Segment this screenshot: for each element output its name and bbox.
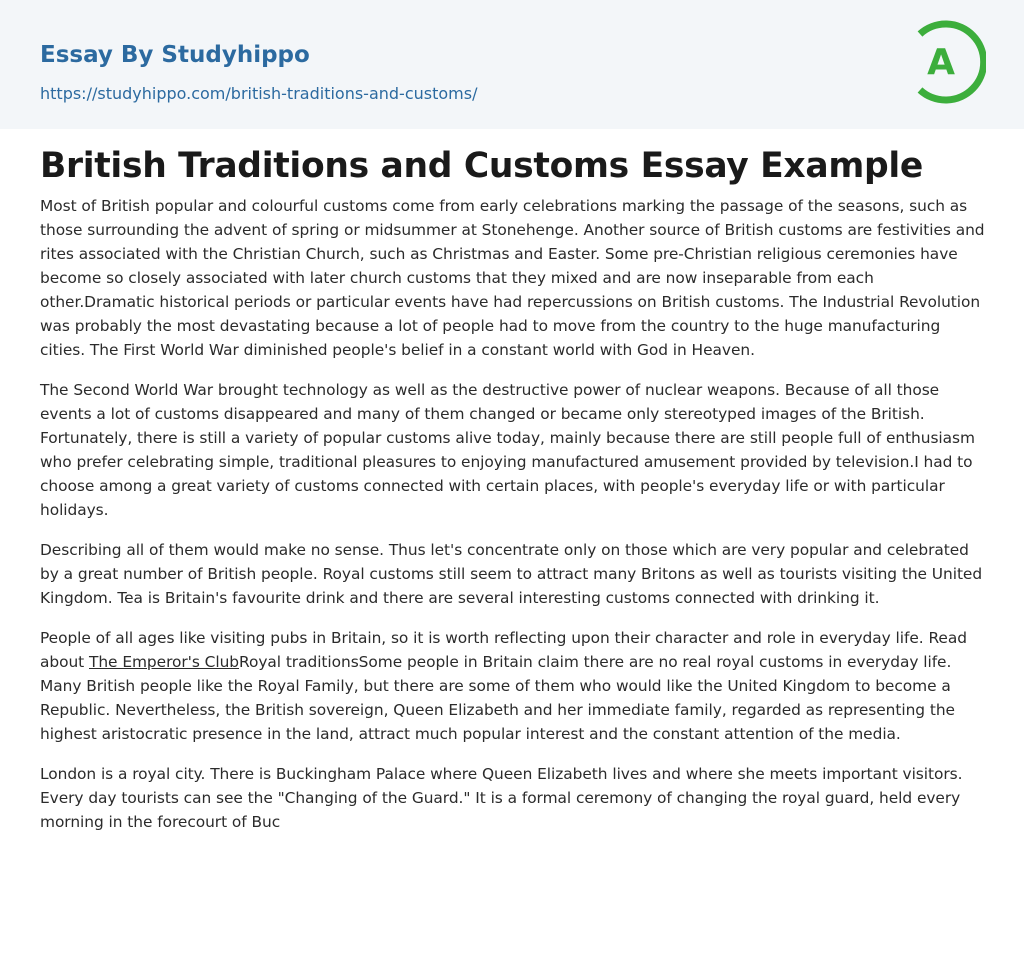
- paragraph-5: London is a royal city. There is Buckingham Palace where Queen Elizabeth lives and where she meets important visitors. Every day tourists can see the "Changing of the Guard." It is a formal ceremony of changing the royal guard, held every morning in the forecourt of Buc: [40, 765, 963, 831]
- paragraph-2: The Second World War brought technology as well as the destructive power of nuclear weapons. Because of all those events a lot of customs disappeared and many of them changed or became only stereotyped images of the British. Fortunately, there is still a variety of popular customs alive today, mainly because there are still people full of enthusiasm who prefer celebrating simple, traditional pleasures to enjoying manufactured amusement provided by television.I had to choose among a great variety of customs connected with certain places, with people's everyday life or with particular holidays.: [40, 381, 975, 519]
- site-brand[interactable]: Essay By Studyhippo: [40, 42, 310, 68]
- essay-body: [40, 194, 990, 850]
- logo-letter: A: [927, 42, 955, 83]
- paragraph-4: [40, 626, 990, 746]
- page-url-link[interactable]: https://studyhippo.com/british-traditions-and-customs/: [40, 84, 478, 103]
- page-title: British Traditions and Customs Essay Example: [40, 146, 924, 186]
- paragraph-1: Most of British popular and colourful customs come from early celebrations marking the passage of the seasons, such as those surrounding the advent of spring or midsummer at Stonehenge. Another source of British customs are festivities and rites associated with the Christian Church, such as Christmas and Easter. Some pre-Christian religious ceremonies have become so closely associated with later church customs that they mixed and are now inseparable from each other.Dramatic historical periods or particular events have had repercussions on British customs. The Industrial Revolution was probably the most devastating because a lot of people had to move from the country to the huge manufacturing cities. The First World War diminished people's belief in a constant world with God in Heaven.: [40, 197, 985, 359]
- site-header: [0, 0, 1024, 129]
- paragraph-3: Describing all of them would make no sense. Thus let's concentrate only on those which are very popular and celebrated by a great number of British people. Royal customs still seem to attract many Britons as well as tourists visiting the United Kingdom. Tea is Britain's favourite drink and there are several interesting customs connected with drinking it.: [40, 541, 983, 607]
- studyhippo-logo-icon[interactable]: [912, 20, 986, 104]
- related-essay-link[interactable]: The Emperor's Club: [89, 653, 239, 671]
- paragraph-4-intro: People of all ages like visiting pubs in Britain, so it is worth reflecting upon their character and role in everyday life. Read about: [40, 629, 967, 671]
- paragraph-4-rest: Royal traditionsSome people in Britain claim there are no real royal customs in everyday life. Many British people like the Royal Family, but there are some of them who would like the United Kingdom to become a Republic. Nevertheless, the British sovereign, Queen Elizabeth and her immediate family, regarded as representing the highest aristocratic presence in the land, attract much popular interest and the constant attention of the media.: [40, 653, 955, 743]
